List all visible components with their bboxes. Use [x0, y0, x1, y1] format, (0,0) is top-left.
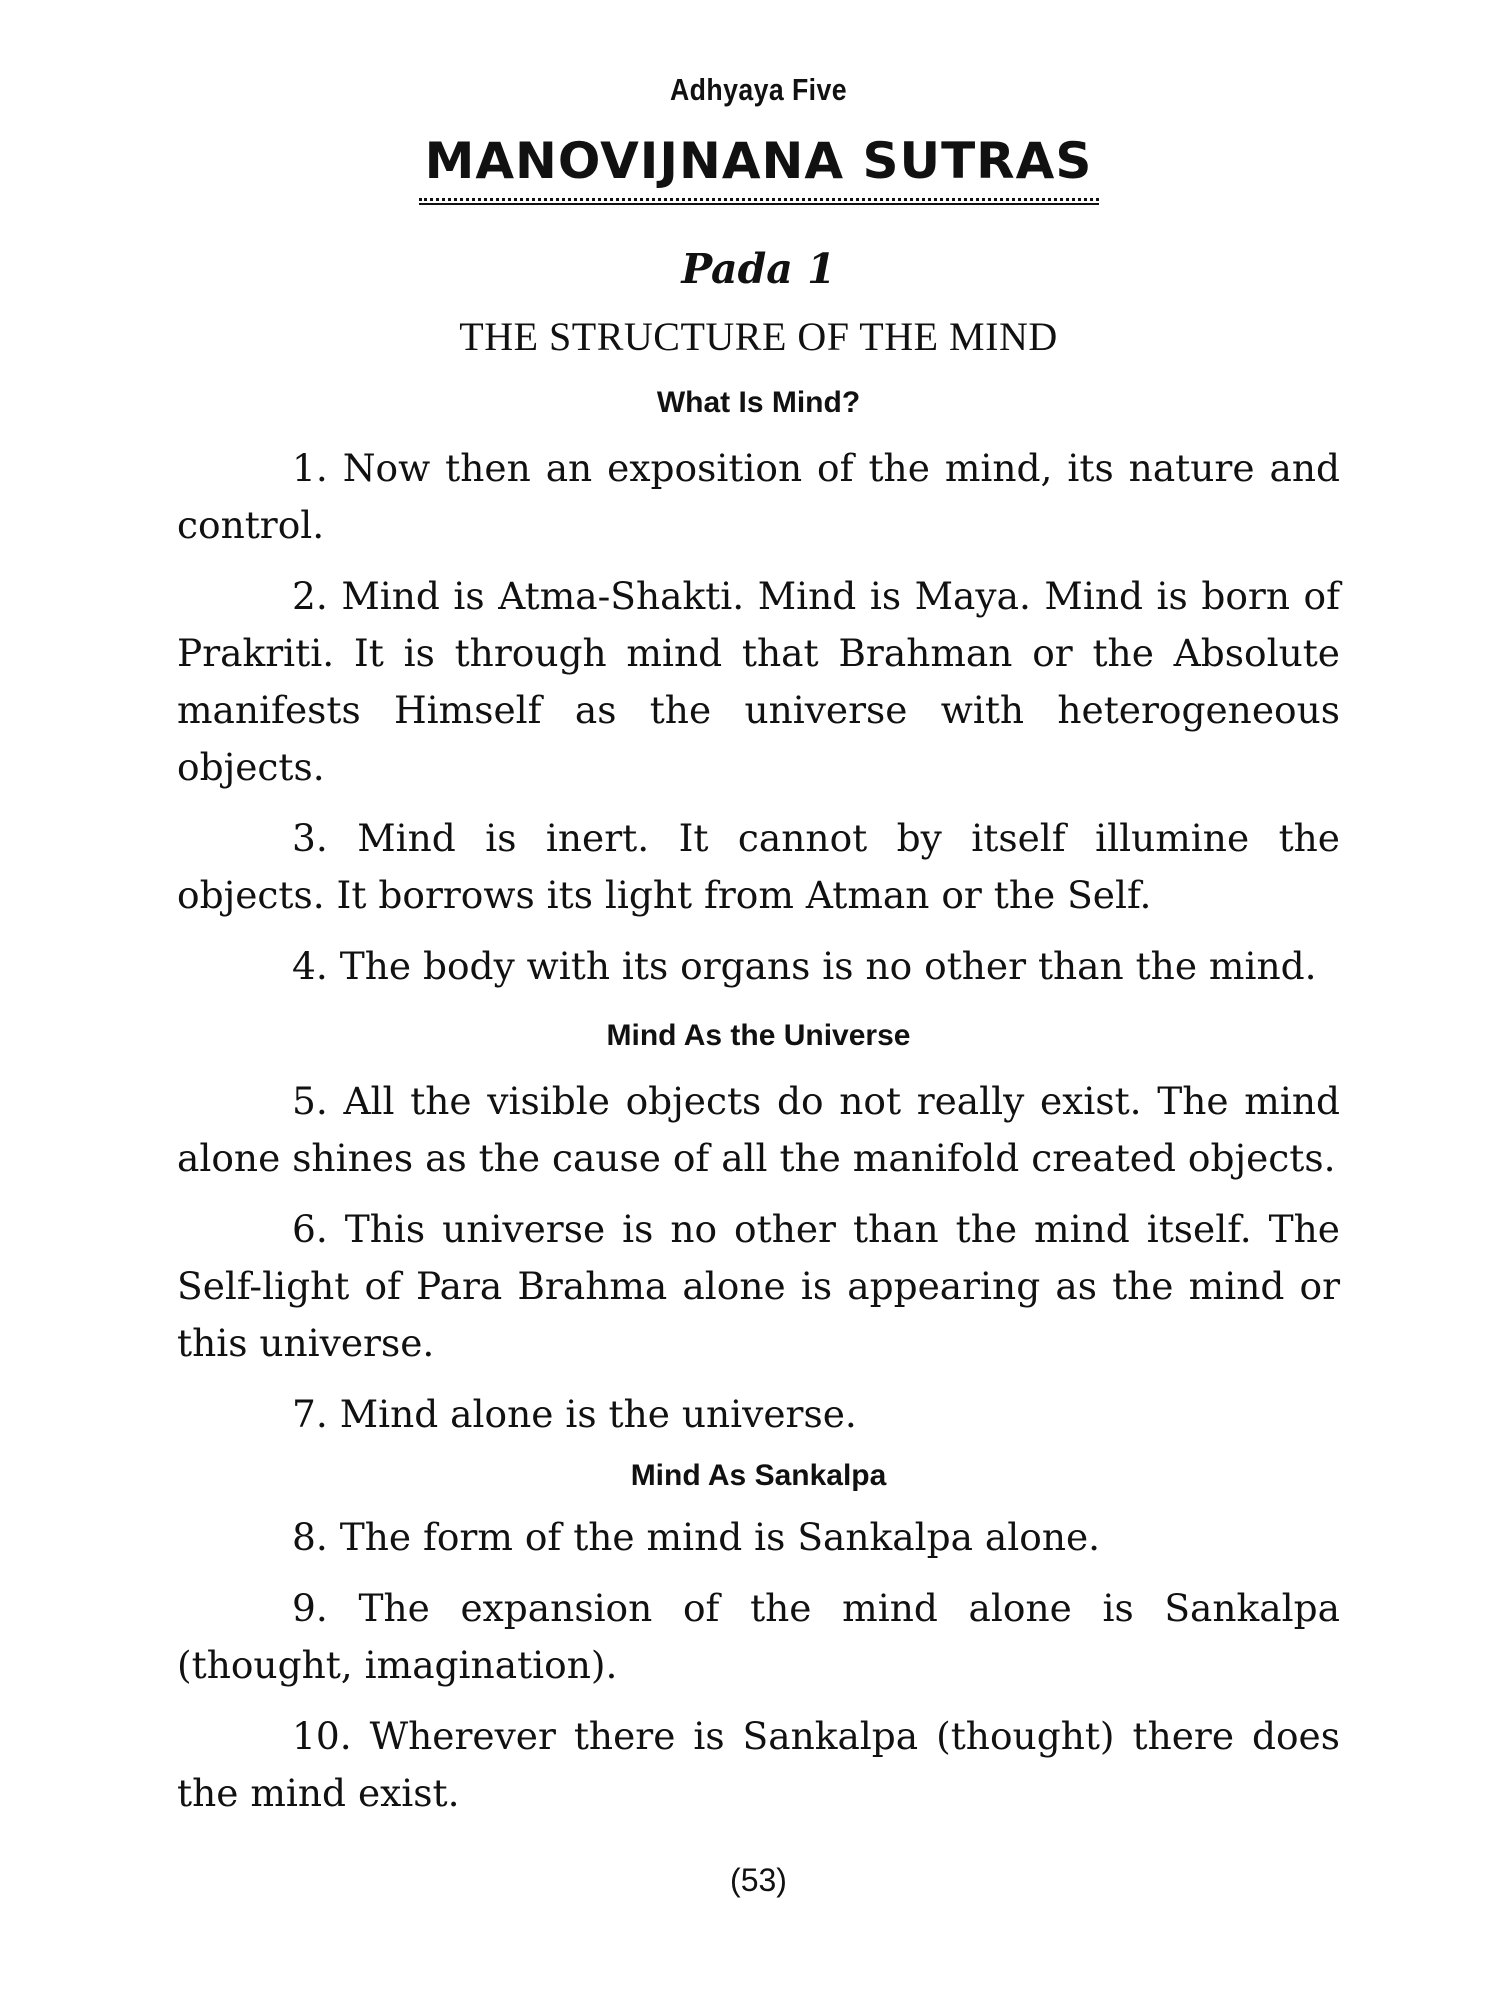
title-block	[177, 132, 1340, 205]
pada-heading: Pada 1	[681, 245, 836, 293]
chapter-label: Adhyaya Five	[669, 72, 848, 107]
subheading-mind-as-universe: Mind As the Universe	[606, 1019, 911, 1052]
sutra-5: 5. All the visible objects do not really exist. The mind alone shines as the cause of all the manifold created objects.	[177, 1079, 1340, 1180]
sutra-7: 7. Mind alone is the universe.	[292, 1392, 857, 1436]
sutra-10: 10. Wherever there is Sankalpa (thought) there does the mind exist.	[177, 1714, 1340, 1815]
chapter-title: MANOVIJNANA SUTRAS	[424, 132, 1093, 190]
subheading-mind-as-sankalpa: Mind As Sankalpa	[630, 1459, 887, 1492]
subheading-what-is-mind: What Is Mind?	[656, 386, 861, 419]
sutra-4: 4. The body with its organs is no other than the mind.	[292, 944, 1317, 988]
sutra-3: 3. Mind is inert. It cannot by itself illumine the objects. It borrows its light from Atman or the Self.	[177, 816, 1340, 917]
section-title: THE STRUCTURE OF THE MIND	[459, 314, 1058, 359]
sutra-8: 8. The form of the mind is Sankalpa alone.	[292, 1515, 1101, 1559]
title-underline	[419, 198, 1099, 205]
sutra-2: 2. Mind is Atma-Shakti. Mind is Maya. Mind is born of Prakriti. It is through mind that Brahman or the Absolute manifests Himself as the universe with heterogeneous objects.	[177, 574, 1340, 789]
sutra-9: 9. The expansion of the mind alone is Sankalpa (thought, imagination).	[177, 1586, 1340, 1687]
page-number: (53)	[730, 1862, 787, 1898]
book-page	[177, 60, 1340, 1980]
sutra-1: 1. Now then an exposition of the mind, its nature and control.	[177, 446, 1340, 547]
sutra-6: 6. This universe is no other than the mind itself. The Self-light of Para Brahma alone is appearing as the mind or this universe.	[177, 1207, 1340, 1365]
